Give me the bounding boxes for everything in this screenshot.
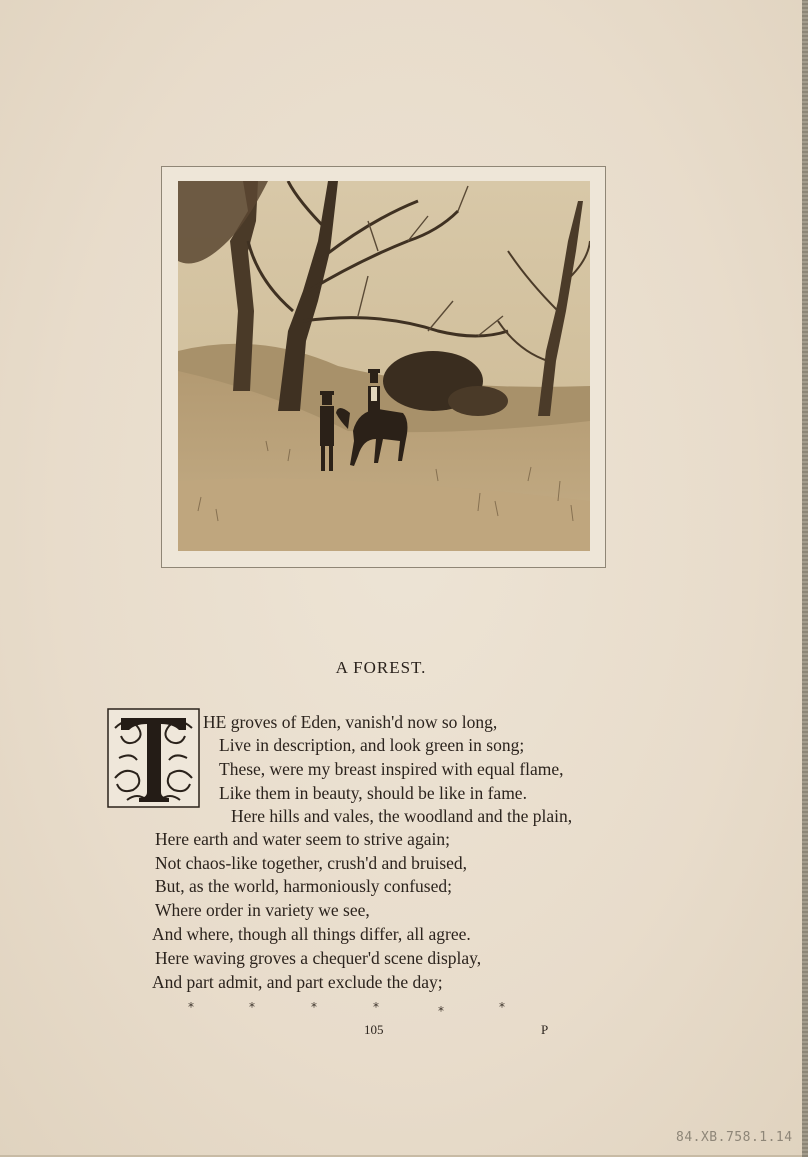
decorated-initial-t [107,708,200,808]
asterisk: * [188,1000,194,1014]
binding-edge [802,0,808,1157]
verse-line: Here waving groves a chequer'd scene display, [155,948,482,968]
verse-line: And where, though all things differ, all agree. [152,924,471,944]
forest-scene-image [178,181,590,551]
verse-line: HE groves of Eden, vanish'd now so long, [203,712,498,732]
forest-photograph [178,181,590,551]
asterisk: * [311,1000,317,1014]
asterisk: * [249,1000,255,1014]
asterisk: * [499,1000,505,1014]
accession-number: 84.XB.758.1.14 [676,1130,793,1145]
asterisk: * [373,1000,379,1014]
poem-title: A FOREST. [335,658,427,677]
verse-line: And part admit, and part exclude the day; [152,972,443,992]
verse-line: Here hills and vales, the woodland and the plain, [231,806,573,826]
page-number: 105 [364,1022,384,1037]
signature-mark: P [541,1022,549,1037]
verse-line: Here earth and water seem to strive again; [155,829,450,849]
section-break-asterisks [0,1000,808,1018]
verse-line: Where order in variety we see, [155,900,370,920]
verse-line: These, were my breast inspired with equal flame, [219,759,564,779]
verse-line: Not chaos-like together, crush'd and bruised, [155,853,468,873]
verse-line: Like them in beauty, should be like in fame. [219,783,527,803]
verse-line: But, as the world, harmoniously confused; [155,876,452,896]
asterisk: * [438,1004,444,1018]
verse-line: Live in description, and look green in song; [219,735,525,755]
